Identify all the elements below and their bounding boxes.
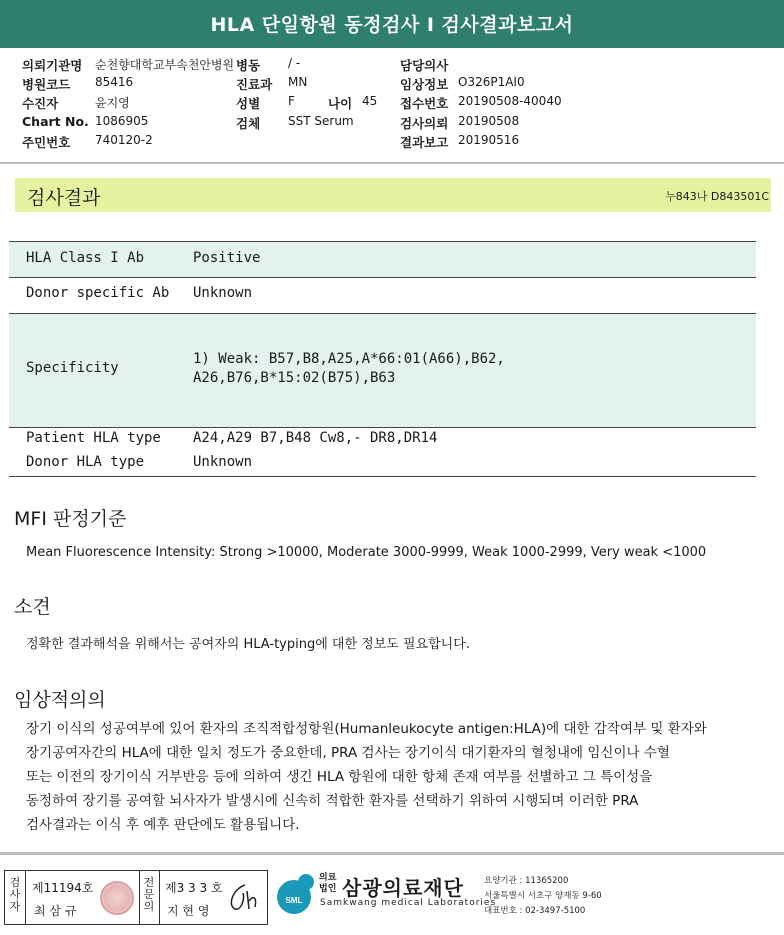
report-date-value: 20190516 (458, 133, 520, 147)
specimen-label: 검체 (236, 116, 261, 131)
clinical-text (26, 717, 766, 837)
report-date-label: 결과보고 (400, 135, 449, 150)
chart-value: 1086905 (95, 114, 149, 128)
table-row (9, 428, 756, 452)
clinical-title: 임상적의의 (14, 689, 106, 711)
ward-value: / - (288, 56, 301, 70)
specialist-label: 전문의 (143, 876, 155, 913)
row-key: Specificity (26, 360, 119, 376)
result-code: 누843나 D843501C (665, 190, 769, 203)
mfi-text: Mean Fluorescence Intensity: Strong >10000, Moderate 3000-9999, Weak 1000-2999, Very weak <1000 (26, 545, 707, 560)
row-value: Unknown (193, 454, 253, 470)
row-value-line1: 1) Weak: B57,B8,A25,A*66:01(A66),B62, (193, 351, 505, 367)
opinion-text: 정확한 결과해석을 위해서는 공여자의 HLA-typing에 대한 정보도 필요합니다. (26, 637, 470, 652)
sex-value: F (288, 94, 295, 108)
company-name-en: Samkwang medical Laboratories (320, 898, 497, 908)
result-section-header (15, 178, 771, 212)
clinical-line: 동정하여 장기를 공여할 뇌사자가 발생시에 신속히 적합한 환자를 선택하기 위하여 시행되며 이러한 PRA (26, 793, 639, 809)
rrn-label: 주민번호 (22, 135, 71, 150)
request-value: 20190508 (458, 114, 520, 128)
signature-box (4, 870, 268, 925)
patient-value: 윤지영 (95, 96, 130, 110)
dept-label: 진료과 (236, 77, 273, 92)
company-name: 삼광의료재단 (342, 876, 464, 900)
clinical-line: 장기 이식의 성공여부에 있어 환자의 조직적합성항원(Humanleukocyte antigen:HLA)에 대한 감작여부 및 환자와 (26, 721, 707, 737)
table-row (9, 278, 756, 313)
row-value-line2: A26,B76,B*15:02(B75),B63 (193, 370, 396, 386)
dept-value: MN (288, 75, 308, 89)
specimen-value: SST Serum (288, 114, 354, 128)
clinical-line: 장기공여자간의 HLA에 대한 일치 정도가 중요한데, PRA 검사는 장기이식 대기환자의 혈청내에 임신이나 수혈 (26, 745, 670, 761)
request-label: 검사의뢰 (400, 116, 449, 131)
result-title: 검사결과 (27, 187, 101, 209)
corp-type (319, 873, 336, 895)
logo-text: SML (285, 896, 303, 905)
specialist-license: 제3 3 3 호 (165, 881, 223, 895)
footer-divider (0, 852, 784, 855)
patient-info-panel (0, 48, 784, 164)
row-key: Donor specific Ab (26, 285, 170, 301)
table-divider (9, 476, 756, 477)
table-row (9, 314, 756, 427)
doctor-label: 담당의사 (400, 58, 449, 73)
chart-label: Chart No. (22, 114, 89, 129)
corp-type-line: 법인 (319, 884, 337, 894)
examiner-name: 최 삼 규 (34, 904, 77, 918)
company-phone: 대표번호 : 02-3497-5100 (484, 906, 586, 916)
clinical-line: 또는 이전의 장기이식 거부반응 등에 의하여 생긴 HLA 항원에 대한 항체 존재 여부를 선별하고 그 특이성을 (26, 769, 653, 785)
row-key: Patient HLA type (26, 430, 161, 446)
rrn-value: 740120-2 (95, 133, 153, 147)
company-code: 요양기관 : 11365200 (484, 876, 569, 886)
seal-icon (100, 881, 134, 915)
sex-label: 성별 (236, 96, 261, 111)
clinical-info-label: 임상정보 (400, 77, 449, 92)
opinion-title: 소견 (14, 596, 51, 618)
company-address: 서울특별시 서초구 양재동 9-60 (484, 891, 602, 901)
clinical-line: 검사결과는 이식 후 예후 판단에도 활용됩니다. (26, 817, 300, 833)
patient-label: 수진자 (22, 96, 59, 111)
examiner-label: 검사자 (9, 876, 21, 913)
row-key: HLA Class I Ab (26, 250, 145, 266)
table-row (9, 452, 756, 476)
sign-divider (139, 871, 140, 924)
report-header (0, 0, 784, 48)
receipt-value: 20190508-40040 (458, 94, 562, 108)
company-logo-icon (274, 870, 318, 918)
hosp-code-label: 병원코드 (22, 77, 71, 92)
mfi-title: MFI 판정기준 (14, 508, 127, 530)
row-value: Positive (193, 250, 261, 266)
row-value: A24,A29 B7,B48 Cw8,- DR8,DR14 (193, 430, 438, 446)
specialist-name: 지 현 영 (167, 904, 210, 918)
receipt-label: 접수번호 (400, 96, 449, 111)
corp-type-line: 의료 (319, 873, 337, 883)
age-value: 45 (362, 94, 378, 108)
ward-label: 병동 (236, 58, 261, 73)
clinical-info-value: O326P1AI0 (458, 75, 525, 89)
row-key: Donor HLA type (26, 454, 145, 470)
sign-divider (159, 871, 160, 924)
table-row (9, 242, 756, 277)
age-label: 나이 (328, 96, 353, 111)
inst-value: 순천향대학교부속천안병원 (95, 58, 235, 72)
examiner-license: 제11194호 (32, 881, 94, 895)
row-value: Unknown (193, 285, 253, 301)
sign-divider (25, 871, 26, 924)
report-title: HLA 단일항원 동정검사 I 검사결과보고서 (210, 14, 574, 36)
signature-icon (223, 881, 263, 915)
inst-label: 의뢰기관명 (22, 58, 83, 73)
hosp-code-value: 85416 (95, 75, 134, 89)
